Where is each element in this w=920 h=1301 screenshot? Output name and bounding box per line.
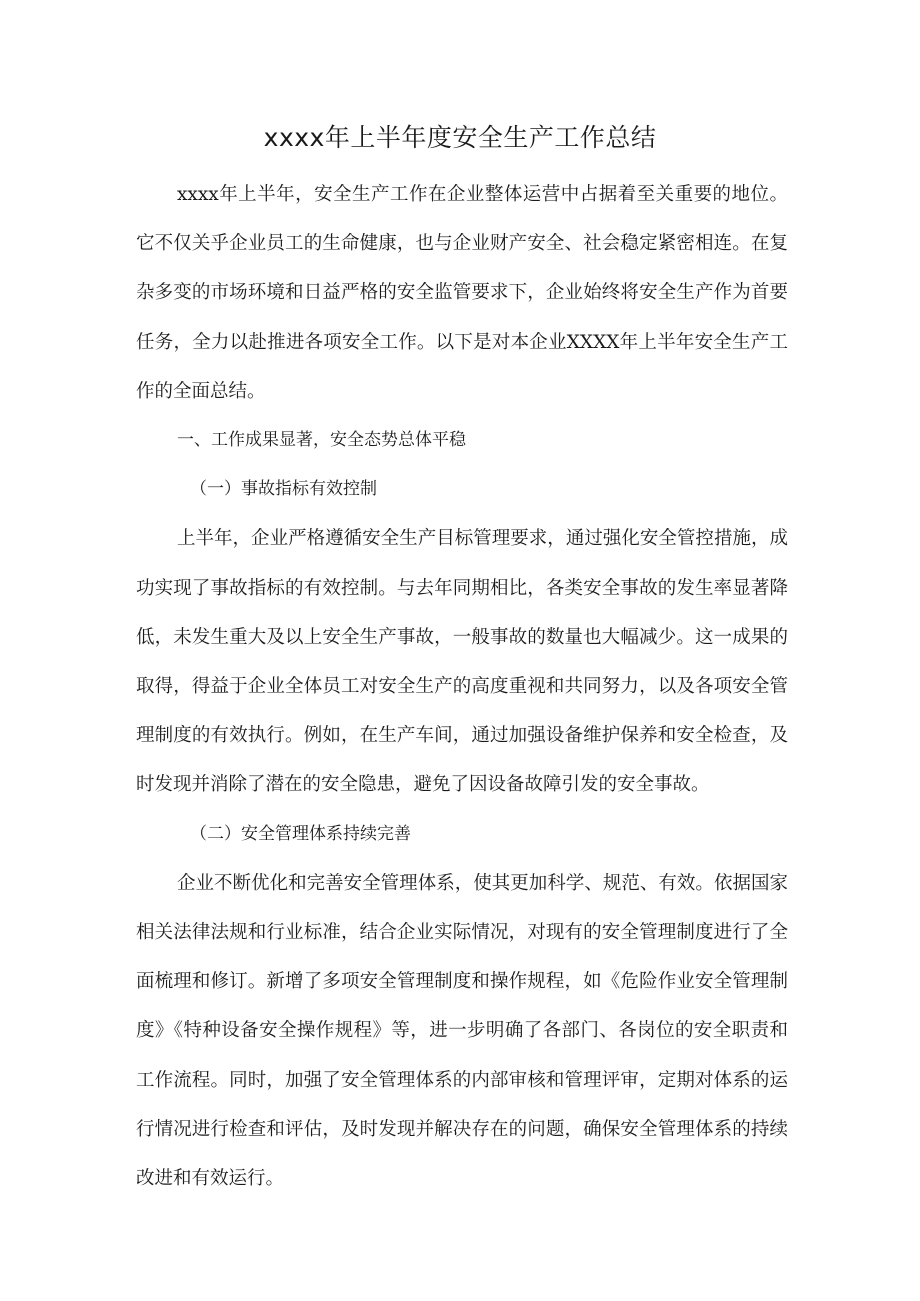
subsection-heading-2: （二）安全管理体系持续完善 [190, 823, 411, 844]
subsection-paragraph-1: 上半年，企业严格遵循安全生产目标管理要求，通过强化安全管控措施，成功实现了事故指标的有效控制。与去年同期相比，各类安全事故的发生率显著降低，未发生重大及以上安全生产事故，一般事故的数量也大幅减少。这一成果的取得，得益于企业全体员工对安全生产的高度重视和共同努力，以及各项安全管理制度的有效执行。例如，在生产车间，通过加强设备维护保养和安全检查，及时发现并消除了潜在的安全隐患，避免了因设备故障引发的安全事故。 [136, 528, 788, 796]
subsection-paragraph-2: 企业不断优化和完善安全管理体系，使其更加科学、规范、有效。依据国家相关法律法规和行业标准，结合企业实际情况，对现有的安全管理制度进行了全面梳理和修订。新增了多项安全管理制度和操作规程，如《危险作业安全管理制度》《特种设备安全操作规程》等，进一步明确了各部门、各岗位的安全职责和工作流程。同时，加强了安全管理体系的内部审核和管理评审，定期对体系的运行情况进行检查和评估，及时发现并解决存在的问题，确保安全管理体系的持续改进和有效运行。 [136, 872, 788, 1190]
section-heading-1: 一、工作成果显著，安全态势总体平稳 [177, 430, 466, 451]
subsection-heading-1: （一）事故指标有效控制 [190, 479, 377, 500]
document-title: xxxx年上半年度安全生产工作总结 [263, 123, 657, 152]
intro-paragraph: xxxx年上半年，安全生产工作在企业整体运营中占据着至关重要的地位。它不仅关乎企业员工的生命健康，也与企业财产安全、社会稳定紧密相连。在复杂多变的市场环境和日益严格的安全监管要求下，企业始终将安全生产作为首要任务，全力以赴推进各项安全工作。以下是对本企业XXXX年上半年安全生产工作的全面总结。 [136, 184, 788, 402]
document-body [136, 170, 788, 1203]
